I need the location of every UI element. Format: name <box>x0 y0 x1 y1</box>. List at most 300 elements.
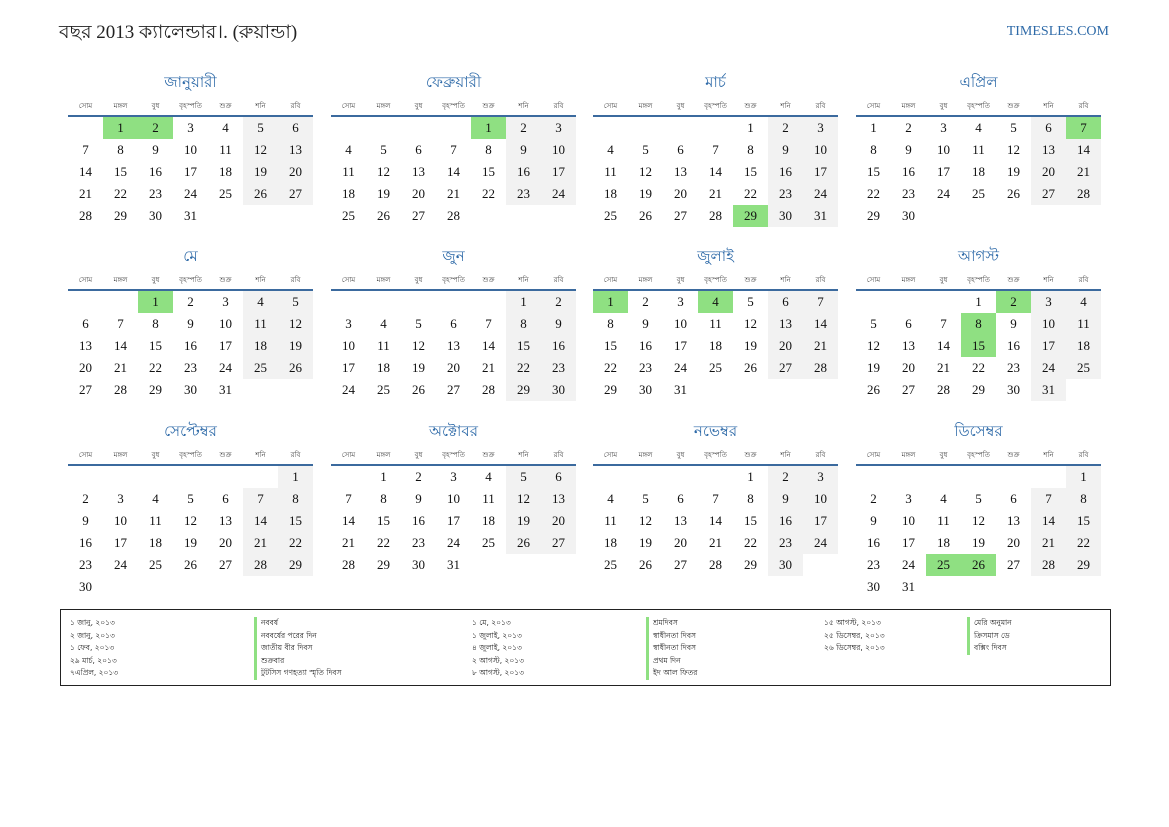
day-cell[interactable]: 15 <box>278 510 313 532</box>
day-cell[interactable]: 22 <box>149 360 162 375</box>
holiday-day-cell[interactable]: 26 <box>961 554 996 576</box>
day-cell[interactable]: 25 <box>219 186 232 201</box>
day-cell[interactable]: 30 <box>867 579 880 594</box>
day-cell[interactable]: 9 <box>541 313 576 335</box>
day-cell[interactable]: 13 <box>541 488 576 510</box>
day-cell[interactable]: 13 <box>674 164 687 179</box>
day-cell[interactable]: 30 <box>768 554 803 576</box>
day-cell[interactable]: 20 <box>902 360 915 375</box>
day-cell[interactable]: 22 <box>744 535 757 550</box>
day-cell[interactable]: 4 <box>607 142 614 157</box>
day-cell[interactable]: 24 <box>184 186 197 201</box>
day-cell[interactable]: 12 <box>867 338 880 353</box>
day-cell[interactable]: 9 <box>642 316 649 331</box>
day-cell[interactable]: 7 <box>345 491 352 506</box>
day-cell[interactable]: 27 <box>902 382 915 397</box>
day-cell[interactable]: 18 <box>482 513 495 528</box>
day-cell[interactable]: 21 <box>709 186 722 201</box>
day-cell[interactable]: 6 <box>768 291 803 313</box>
day-cell[interactable]: 6 <box>677 142 684 157</box>
day-cell[interactable]: 22 <box>114 186 127 201</box>
day-cell[interactable]: 9 <box>187 316 194 331</box>
day-cell[interactable]: 21 <box>79 186 92 201</box>
day-cell[interactable]: 13 <box>768 313 803 335</box>
day-cell[interactable]: 9 <box>415 491 422 506</box>
day-cell[interactable]: 15 <box>744 164 757 179</box>
day-cell[interactable]: 25 <box>149 557 162 572</box>
day-cell[interactable]: 13 <box>412 164 425 179</box>
day-cell[interactable]: 3 <box>905 491 912 506</box>
day-cell[interactable]: 20 <box>1007 535 1020 550</box>
day-cell[interactable]: 21 <box>1031 532 1066 554</box>
day-cell[interactable]: 18 <box>604 535 617 550</box>
day-cell[interactable]: 16 <box>768 510 803 532</box>
day-cell[interactable]: 18 <box>709 338 722 353</box>
day-cell[interactable]: 24 <box>1031 357 1066 379</box>
holiday-day-cell[interactable]: 8 <box>961 313 996 335</box>
holiday-day-cell[interactable]: 1 <box>593 291 628 313</box>
day-cell[interactable]: 19 <box>639 535 652 550</box>
day-cell[interactable]: 16 <box>79 535 92 550</box>
day-cell[interactable]: 14 <box>1066 139 1101 161</box>
day-cell[interactable]: 23 <box>412 535 425 550</box>
day-cell[interactable]: 25 <box>482 535 495 550</box>
day-cell[interactable]: 15 <box>604 338 617 353</box>
day-cell[interactable]: 28 <box>482 382 495 397</box>
day-cell[interactable]: 29 <box>114 208 127 223</box>
day-cell[interactable]: 12 <box>506 488 541 510</box>
day-cell[interactable]: 5 <box>380 142 387 157</box>
day-cell[interactable]: 10 <box>447 491 460 506</box>
day-cell[interactable]: 26 <box>639 208 652 223</box>
day-cell[interactable]: 11 <box>243 313 278 335</box>
day-cell[interactable]: 27 <box>79 382 92 397</box>
day-cell[interactable]: 24 <box>803 183 838 205</box>
day-cell[interactable]: 3 <box>345 316 352 331</box>
day-cell[interactable]: 12 <box>639 513 652 528</box>
day-cell[interactable]: 22 <box>278 532 313 554</box>
day-cell[interactable]: 28 <box>342 557 355 572</box>
day-cell[interactable]: 8 <box>278 488 313 510</box>
day-cell[interactable]: 4 <box>607 491 614 506</box>
day-cell[interactable]: 26 <box>377 208 390 223</box>
day-cell[interactable]: 3 <box>1031 291 1066 313</box>
day-cell[interactable]: 29 <box>377 557 390 572</box>
day-cell[interactable]: 12 <box>972 513 985 528</box>
day-cell[interactable]: 7 <box>803 291 838 313</box>
day-cell[interactable]: 16 <box>184 338 197 353</box>
day-cell[interactable]: 19 <box>744 338 757 353</box>
day-cell[interactable]: 21 <box>243 532 278 554</box>
day-cell[interactable]: 30 <box>541 379 576 401</box>
day-cell[interactable]: 27 <box>674 557 687 572</box>
day-cell[interactable]: 9 <box>1010 316 1017 331</box>
day-cell[interactable]: 29 <box>867 208 880 223</box>
day-cell[interactable]: 19 <box>639 186 652 201</box>
day-cell[interactable]: 20 <box>674 186 687 201</box>
day-cell[interactable]: 9 <box>82 513 89 528</box>
day-cell[interactable]: 14 <box>803 313 838 335</box>
day-cell[interactable]: 25 <box>972 186 985 201</box>
day-cell[interactable]: 12 <box>412 338 425 353</box>
day-cell[interactable]: 3 <box>187 120 194 135</box>
day-cell[interactable]: 24 <box>674 360 687 375</box>
day-cell[interactable]: 30 <box>639 382 652 397</box>
day-cell[interactable]: 10 <box>219 316 232 331</box>
day-cell[interactable]: 16 <box>902 164 915 179</box>
day-cell[interactable]: 15 <box>114 164 127 179</box>
day-cell[interactable]: 20 <box>768 335 803 357</box>
day-cell[interactable]: 4 <box>222 120 229 135</box>
day-cell[interactable]: 24 <box>342 382 355 397</box>
day-cell[interactable]: 5 <box>1010 120 1017 135</box>
day-cell[interactable]: 17 <box>447 513 460 528</box>
day-cell[interactable]: 2 <box>870 491 877 506</box>
day-cell[interactable]: 30 <box>412 557 425 572</box>
day-cell[interactable]: 7 <box>117 316 124 331</box>
holiday-day-cell[interactable]: 2 <box>138 117 173 139</box>
day-cell[interactable]: 26 <box>744 360 757 375</box>
day-cell[interactable]: 9 <box>905 142 912 157</box>
day-cell[interactable]: 10 <box>184 142 197 157</box>
day-cell[interactable]: 12 <box>377 164 390 179</box>
day-cell[interactable]: 27 <box>541 532 576 554</box>
day-cell[interactable]: 27 <box>219 557 232 572</box>
day-cell[interactable]: 13 <box>219 513 232 528</box>
day-cell[interactable]: 22 <box>744 186 757 201</box>
day-cell[interactable]: 19 <box>1007 164 1020 179</box>
day-cell[interactable]: 1 <box>380 469 387 484</box>
day-cell[interactable]: 21 <box>482 360 495 375</box>
day-cell[interactable]: 1 <box>747 120 754 135</box>
day-cell[interactable]: 18 <box>149 535 162 550</box>
day-cell[interactable]: 5 <box>187 491 194 506</box>
day-cell[interactable]: 17 <box>541 161 576 183</box>
day-cell[interactable]: 13 <box>902 338 915 353</box>
day-cell[interactable]: 28 <box>447 208 460 223</box>
day-cell[interactable]: 26 <box>867 382 880 397</box>
day-cell[interactable]: 4 <box>975 120 982 135</box>
day-cell[interactable]: 2 <box>768 466 803 488</box>
day-cell[interactable]: 30 <box>184 382 197 397</box>
day-cell[interactable]: 28 <box>243 554 278 576</box>
day-cell[interactable]: 19 <box>506 510 541 532</box>
day-cell[interactable]: 29 <box>506 379 541 401</box>
day-cell[interactable]: 26 <box>243 183 278 205</box>
day-cell[interactable]: 2 <box>82 491 89 506</box>
day-cell[interactable]: 6 <box>222 491 229 506</box>
day-cell[interactable]: 26 <box>278 357 313 379</box>
day-cell[interactable]: 8 <box>485 142 492 157</box>
day-cell[interactable]: 21 <box>937 360 950 375</box>
holiday-day-cell[interactable]: 1 <box>138 291 173 313</box>
day-cell[interactable]: 6 <box>82 316 89 331</box>
day-cell[interactable]: 7 <box>1031 488 1066 510</box>
day-cell[interactable]: 4 <box>485 469 492 484</box>
day-cell[interactable]: 23 <box>639 360 652 375</box>
day-cell[interactable]: 23 <box>184 360 197 375</box>
day-cell[interactable]: 14 <box>243 510 278 532</box>
holiday-day-cell[interactable]: 7 <box>1066 117 1101 139</box>
day-cell[interactable]: 8 <box>117 142 124 157</box>
day-cell[interactable]: 31 <box>1031 379 1066 401</box>
day-cell[interactable]: 18 <box>937 535 950 550</box>
day-cell[interactable]: 16 <box>768 161 803 183</box>
day-cell[interactable]: 16 <box>506 161 541 183</box>
day-cell[interactable]: 10 <box>902 513 915 528</box>
day-cell[interactable]: 25 <box>1066 357 1101 379</box>
day-cell[interactable]: 31 <box>447 557 460 572</box>
day-cell[interactable]: 7 <box>940 316 947 331</box>
day-cell[interactable]: 17 <box>674 338 687 353</box>
day-cell[interactable]: 11 <box>1066 313 1101 335</box>
day-cell[interactable]: 16 <box>149 164 162 179</box>
day-cell[interactable]: 24 <box>219 360 232 375</box>
day-cell[interactable]: 14 <box>114 338 127 353</box>
day-cell[interactable]: 31 <box>674 382 687 397</box>
day-cell[interactable]: 22 <box>972 360 985 375</box>
day-cell[interactable]: 3 <box>803 117 838 139</box>
day-cell[interactable]: 13 <box>447 338 460 353</box>
day-cell[interactable]: 22 <box>377 535 390 550</box>
day-cell[interactable]: 4 <box>243 291 278 313</box>
day-cell[interactable]: 19 <box>412 360 425 375</box>
day-cell[interactable]: 18 <box>1066 335 1101 357</box>
day-cell[interactable]: 24 <box>447 535 460 550</box>
holiday-day-cell[interactable]: 1 <box>471 117 506 139</box>
day-cell[interactable]: 11 <box>482 491 495 506</box>
day-cell[interactable]: 17 <box>937 164 950 179</box>
day-cell[interactable]: 19 <box>377 186 390 201</box>
day-cell[interactable]: 6 <box>677 491 684 506</box>
day-cell[interactable]: 16 <box>639 338 652 353</box>
day-cell[interactable]: 22 <box>867 186 880 201</box>
day-cell[interactable]: 5 <box>278 291 313 313</box>
day-cell[interactable]: 31 <box>902 579 915 594</box>
day-cell[interactable]: 28 <box>79 208 92 223</box>
day-cell[interactable]: 17 <box>902 535 915 550</box>
day-cell[interactable]: 11 <box>937 513 950 528</box>
day-cell[interactable]: 6 <box>905 316 912 331</box>
day-cell[interactable]: 27 <box>447 382 460 397</box>
day-cell[interactable]: 7 <box>82 142 89 157</box>
day-cell[interactable]: 28 <box>1031 554 1066 576</box>
day-cell[interactable]: 15 <box>506 335 541 357</box>
day-cell[interactable]: 8 <box>747 491 754 506</box>
day-cell[interactable]: 8 <box>870 142 877 157</box>
day-cell[interactable]: 8 <box>747 142 754 157</box>
day-cell[interactable]: 28 <box>114 382 127 397</box>
day-cell[interactable]: 27 <box>412 208 425 223</box>
day-cell[interactable]: 27 <box>674 208 687 223</box>
day-cell[interactable]: 20 <box>674 535 687 550</box>
day-cell[interactable]: 23 <box>768 183 803 205</box>
day-cell[interactable]: 12 <box>184 513 197 528</box>
day-cell[interactable]: 7 <box>485 316 492 331</box>
day-cell[interactable]: 22 <box>604 360 617 375</box>
day-cell[interactable]: 15 <box>377 513 390 528</box>
day-cell[interactable]: 5 <box>975 491 982 506</box>
day-cell[interactable]: 12 <box>1007 142 1020 157</box>
day-cell[interactable]: 21 <box>114 360 127 375</box>
day-cell[interactable]: 30 <box>902 208 915 223</box>
day-cell[interactable]: 30 <box>79 579 92 594</box>
day-cell[interactable]: 7 <box>712 142 719 157</box>
day-cell[interactable]: 12 <box>744 316 757 331</box>
day-cell[interactable]: 19 <box>278 335 313 357</box>
day-cell[interactable]: 3 <box>222 294 229 309</box>
day-cell[interactable]: 27 <box>768 357 803 379</box>
day-cell[interactable]: 23 <box>902 186 915 201</box>
day-cell[interactable]: 3 <box>541 117 576 139</box>
day-cell[interactable]: 15 <box>867 164 880 179</box>
day-cell[interactable]: 12 <box>639 164 652 179</box>
day-cell[interactable]: 26 <box>184 557 197 572</box>
day-cell[interactable]: 19 <box>184 535 197 550</box>
day-cell[interactable]: 6 <box>278 117 313 139</box>
day-cell[interactable]: 3 <box>677 294 684 309</box>
day-cell[interactable]: 12 <box>243 139 278 161</box>
day-cell[interactable]: 27 <box>1007 557 1020 572</box>
day-cell[interactable]: 11 <box>149 513 162 528</box>
day-cell[interactable]: 3 <box>117 491 124 506</box>
day-cell[interactable]: 2 <box>541 291 576 313</box>
day-cell[interactable]: 26 <box>506 532 541 554</box>
day-cell[interactable]: 30 <box>1007 382 1020 397</box>
day-cell[interactable]: 10 <box>1031 313 1066 335</box>
day-cell[interactable]: 29 <box>604 382 617 397</box>
day-cell[interactable]: 10 <box>541 139 576 161</box>
day-cell[interactable]: 8 <box>1066 488 1101 510</box>
day-cell[interactable]: 9 <box>768 488 803 510</box>
day-cell[interactable]: 23 <box>541 357 576 379</box>
day-cell[interactable]: 2 <box>506 117 541 139</box>
day-cell[interactable]: 8 <box>607 316 614 331</box>
day-cell[interactable]: 23 <box>867 557 880 572</box>
day-cell[interactable]: 29 <box>1066 554 1101 576</box>
day-cell[interactable]: 24 <box>541 183 576 205</box>
day-cell[interactable]: 16 <box>541 335 576 357</box>
day-cell[interactable]: 4 <box>380 316 387 331</box>
day-cell[interactable]: 31 <box>184 208 197 223</box>
day-cell[interactable]: 18 <box>219 164 232 179</box>
day-cell[interactable]: 1 <box>506 291 541 313</box>
day-cell[interactable]: 11 <box>604 513 617 528</box>
day-cell[interactable]: 20 <box>79 360 92 375</box>
day-cell[interactable]: 18 <box>604 186 617 201</box>
day-cell[interactable]: 25 <box>342 208 355 223</box>
day-cell[interactable]: 15 <box>744 513 757 528</box>
day-cell[interactable]: 15 <box>482 164 495 179</box>
day-cell[interactable]: 9 <box>152 142 159 157</box>
day-cell[interactable]: 20 <box>278 161 313 183</box>
day-cell[interactable]: 28 <box>709 208 722 223</box>
day-cell[interactable]: 6 <box>541 466 576 488</box>
day-cell[interactable]: 14 <box>342 513 355 528</box>
day-cell[interactable]: 2 <box>415 469 422 484</box>
day-cell[interactable]: 29 <box>149 382 162 397</box>
day-cell[interactable]: 29 <box>278 554 313 576</box>
day-cell[interactable]: 25 <box>243 357 278 379</box>
day-cell[interactable]: 14 <box>79 164 92 179</box>
day-cell[interactable]: 25 <box>377 382 390 397</box>
holiday-day-cell[interactable]: 2 <box>996 291 1031 313</box>
day-cell[interactable]: 17 <box>1031 335 1066 357</box>
day-cell[interactable]: 20 <box>412 186 425 201</box>
day-cell[interactable]: 2 <box>642 294 649 309</box>
day-cell[interactable]: 25 <box>604 208 617 223</box>
day-cell[interactable]: 10 <box>342 338 355 353</box>
day-cell[interactable]: 18 <box>972 164 985 179</box>
day-cell[interactable]: 10 <box>803 139 838 161</box>
day-cell[interactable]: 11 <box>709 316 722 331</box>
day-cell[interactable]: 12 <box>278 313 313 335</box>
day-cell[interactable]: 15 <box>1066 510 1101 532</box>
holiday-day-cell[interactable]: 29 <box>733 205 768 227</box>
day-cell[interactable]: 16 <box>867 535 880 550</box>
day-cell[interactable]: 13 <box>1007 513 1020 528</box>
day-cell[interactable]: 21 <box>709 535 722 550</box>
day-cell[interactable]: 20 <box>541 510 576 532</box>
day-cell[interactable]: 23 <box>149 186 162 201</box>
day-cell[interactable]: 31 <box>219 382 232 397</box>
day-cell[interactable]: 20 <box>447 360 460 375</box>
day-cell[interactable]: 17 <box>803 510 838 532</box>
day-cell[interactable]: 7 <box>450 142 457 157</box>
day-cell[interactable]: 8 <box>380 491 387 506</box>
day-cell[interactable]: 20 <box>219 535 232 550</box>
holiday-day-cell[interactable]: 25 <box>926 554 961 576</box>
day-cell[interactable]: 9 <box>870 513 877 528</box>
day-cell[interactable]: 13 <box>1031 139 1066 161</box>
holiday-day-cell[interactable]: 15 <box>961 335 996 357</box>
day-cell[interactable]: 10 <box>937 142 950 157</box>
day-cell[interactable]: 3 <box>803 466 838 488</box>
day-cell[interactable]: 9 <box>506 139 541 161</box>
day-cell[interactable]: 10 <box>803 488 838 510</box>
day-cell[interactable]: 24 <box>937 186 950 201</box>
day-cell[interactable]: 18 <box>377 360 390 375</box>
day-cell[interactable]: 1 <box>1066 466 1101 488</box>
day-cell[interactable]: 25 <box>604 557 617 572</box>
day-cell[interactable]: 24 <box>803 532 838 554</box>
day-cell[interactable]: 14 <box>482 338 495 353</box>
day-cell[interactable]: 22 <box>1066 532 1101 554</box>
day-cell[interactable]: 17 <box>219 338 232 353</box>
day-cell[interactable]: 23 <box>79 557 92 572</box>
day-cell[interactable]: 26 <box>1007 186 1020 201</box>
day-cell[interactable]: 17 <box>114 535 127 550</box>
day-cell[interactable]: 5 <box>747 294 754 309</box>
day-cell[interactable]: 14 <box>709 164 722 179</box>
day-cell[interactable]: 29 <box>744 557 757 572</box>
day-cell[interactable]: 19 <box>972 535 985 550</box>
day-cell[interactable]: 6 <box>450 316 457 331</box>
day-cell[interactable]: 27 <box>1031 183 1066 205</box>
day-cell[interactable]: 17 <box>342 360 355 375</box>
day-cell[interactable]: 1 <box>747 469 754 484</box>
day-cell[interactable]: 5 <box>243 117 278 139</box>
day-cell[interactable]: 31 <box>803 205 838 227</box>
day-cell[interactable]: 5 <box>642 491 649 506</box>
day-cell[interactable]: 18 <box>342 186 355 201</box>
day-cell[interactable]: 19 <box>867 360 880 375</box>
day-cell[interactable]: 6 <box>415 142 422 157</box>
day-cell[interactable]: 22 <box>506 357 541 379</box>
day-cell[interactable]: 26 <box>412 382 425 397</box>
day-cell[interactable]: 30 <box>149 208 162 223</box>
day-cell[interactable]: 26 <box>639 557 652 572</box>
